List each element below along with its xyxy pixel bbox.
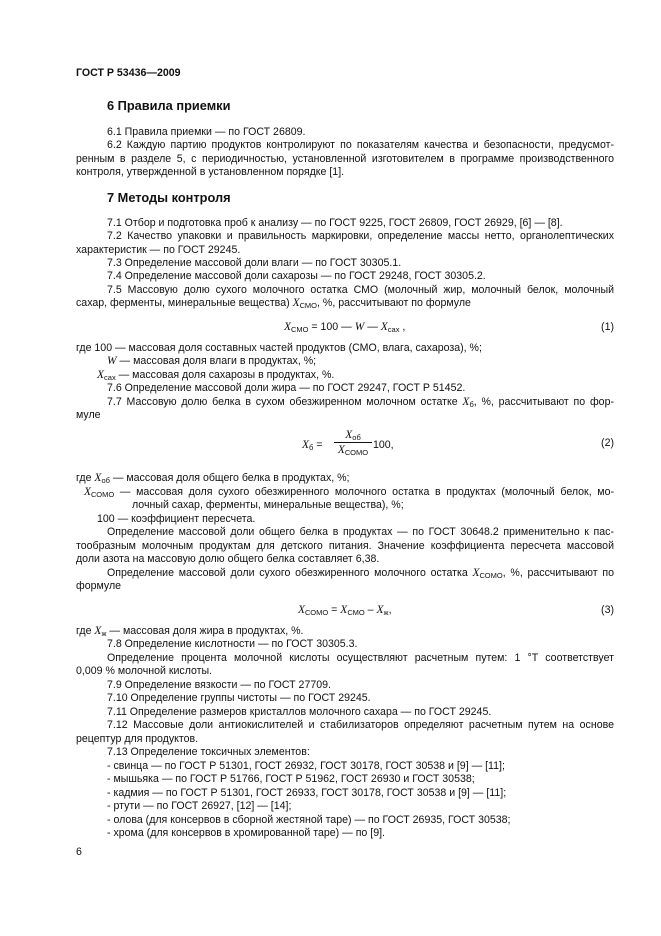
paragraph-7-7-line-2: муле (76, 409, 101, 421)
equation-3: $X_{СОМО} = X_{СМО} - X_ж$, (298, 604, 392, 617)
paragraph-7-11: 7.11 Определение размеров кристаллов молочного сахара — по ГОСТ 29245. (107, 706, 492, 718)
paragraph-7-8b-line-2: 0,009 % молочной кислоты. (76, 665, 213, 677)
where-2-line-2: $X_{СОМО}$ — массовая доля сухого обезжиренного молочного остатка в продуктах (молочный белок, мо- (84, 486, 614, 499)
paragraph-7-13: 7.13 Определение токсичных элементов: (107, 746, 310, 758)
where-1-line-2: W — массовая доля влаги в продуктах, %; (107, 355, 317, 367)
where-3: где $X_ж$ — массовая доля жира в продуктах, %. (76, 625, 304, 638)
paragraph-7-12-line-2: рецептур для продуктов. (76, 733, 199, 745)
paragraph-7-5-line-2: сахар, ферменты, минеральные вещества) $X_{СМО}$, %, рассчитывают по формуле (76, 297, 471, 310)
paragraph-7-1: 7.1 Отбор и подготовка проб к анализу — по ГОСТ 9225, ГОСТ 26809, ГОСТ 26929, [6] — [8]. (107, 217, 563, 229)
paragraph-somo-line-2: формуле (76, 580, 122, 592)
equation-1-number: (1) (601, 321, 614, 333)
equation-2-lhs: $X_б$ = (302, 439, 323, 452)
page-number: 6 (76, 846, 82, 858)
paragraph-7-6: 7.6 Определение массовой доли жира — по ГОСТ 29247, ГОСТ Р 51452. (107, 382, 466, 394)
paragraph-7-5-line-1: 7.5 Массовую долю сухого молочного остатка СМО (молочный жир, молочный белок, молочный (107, 284, 614, 296)
paragraph-protein-line-2: тообразным молочным продуктам для детского питания. Значение коэффициента пересчета массовой (76, 540, 614, 552)
paragraph-7-7-line-1: 7.7 Массовую долю белка в сухом обезжиренном молочном остатке $X_б$, %, рассчитывают по фор- (107, 396, 614, 409)
section-6-title: 6 Правила приемки (107, 98, 231, 113)
paragraph-7-10: 7.10 Определение группы чистоты — по ГОСТ 29245. (107, 692, 371, 704)
where-2-line-3: лочный сахар, ферменты, минеральные вещества), %; (132, 499, 404, 511)
where-1-line-3: $X_{сах}$ — массовая доля сахарозы в продуктах, %. (97, 369, 335, 382)
paragraph-protein-line-3: доли азота на массовую долю общего белка составляет 6,38. (76, 553, 380, 565)
paragraph-7-2-line-2: характеристик — по ГОСТ 29245. (76, 244, 241, 256)
paragraph-7-8: 7.8 Определение кислотности — по ГОСТ 30305.3. (107, 638, 358, 650)
equation-1: $X_{СМО} = 100$ — W — $X_{сах}$ , (284, 321, 406, 334)
where-1-line-1: где 100 — массовая доля составных частей продуктов (СМО, влага, сахароза), %; (76, 342, 482, 354)
paragraph-7-12-line-1: 7.12 Массовые доли антиокислителей и стабилизаторов определяют расчетным путем на основе (107, 719, 614, 731)
paragraph-somo-line-1: Определение массовой доли сухого обезжиренного молочного остатка $X_{СОМО}$, %, рассчитывают по (107, 567, 614, 580)
paragraph-7-9: 7.9 Определение вязкости — по ГОСТ 27709. (107, 679, 331, 691)
list-item: - свинца — по ГОСТ Р 51301, ГОСТ 26932, ГОСТ 30178, ГОСТ 30538 и [9] — [11]; (107, 760, 505, 772)
document-header: ГОСТ Р 53436—2009 (76, 67, 181, 79)
paragraph-protein-line-1: Определение массовой доли общего белка в продуктах — по ГОСТ 30648.2 применительно к пас- (107, 526, 614, 538)
paragraph-7-2-line-1: 7.2 Качество упаковки и правильность маркировки, определение массы нетто, органолептических (107, 230, 614, 242)
equation-3-number: (3) (601, 604, 614, 616)
equation-2-numerator: $X_{об}$ (345, 429, 361, 442)
list-item: - ртути — по ГОСТ 26927, [12] — [14]; (107, 800, 292, 812)
section-7-title: 7 Методы контроля (107, 190, 231, 205)
list-item: - мышьяка — по ГОСТ Р 51766, ГОСТ Р 51962, ГОСТ 26930 и ГОСТ 30538; (107, 773, 475, 785)
paragraph-6-2-line-2: ренным в разделе 5, с периодичностью, установленной изготовителем в программе производственного (76, 153, 614, 165)
equation-2-factor: 100, (373, 439, 394, 451)
where-2-line-4: 100 — коэффициент пересчета. (97, 513, 256, 525)
where-2-line-1: где $X_{об}$ — массовая доля общего белка в продуктах, %; (76, 472, 350, 485)
equation-2-fraction (334, 429, 372, 457)
equation-2-denominator: $X_{СОМО}$ (334, 442, 372, 457)
paragraph-6-2-line-3: контроля, утвержденной в установленном порядке [1]. (76, 166, 345, 178)
list-item: - кадмия — по ГОСТ Р 51301, ГОСТ 26933, ГОСТ 30178, ГОСТ 30538 и [9] — [11]; (107, 787, 507, 799)
paragraph-6-2-line-1: 6.2 Каждую партию продуктов контролируют по показателям качества и безопасности, предусмот- (107, 139, 614, 151)
paragraph-7-3: 7.3 Определение массовой доли влаги — по ГОСТ 30305.1. (107, 257, 402, 269)
paragraph-7-8b-line-1: Определение процента молочной кислоты осуществляют расчетным путем: 1 °Т соответствует (107, 652, 614, 664)
paragraph-6-1: 6.1 Правила приемки — по ГОСТ 26809. (107, 126, 306, 138)
list-item: - олова (для консервов в сборной жестяной таре) — по ГОСТ 26935, ГОСТ 30538; (107, 814, 511, 826)
equation-2-number: (2) (601, 437, 614, 449)
paragraph-7-4: 7.4 Определение массовой доли сахарозы — по ГОСТ 29248, ГОСТ 30305.2. (107, 270, 486, 282)
list-item: - хрома (для консервов в хромированной таре) — по [9]. (107, 827, 385, 839)
